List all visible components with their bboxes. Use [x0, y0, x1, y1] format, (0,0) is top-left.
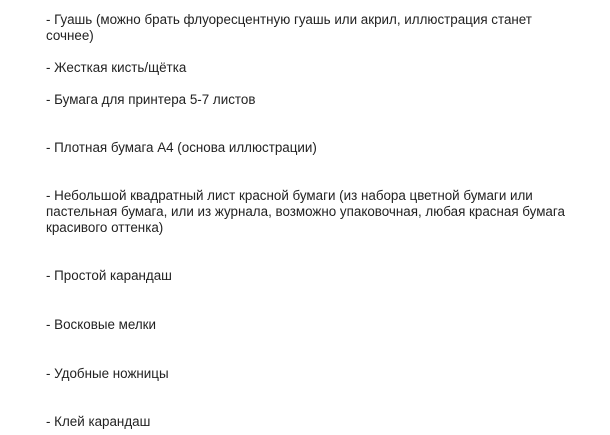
list-item-scissors: - Удобные ножницы	[46, 366, 169, 381]
list-item-thick-paper: - Плотная бумага А4 (основа иллюстрации)	[46, 140, 317, 155]
list-item-printer-paper: - Бумага для принтера 5-7 листов	[46, 92, 256, 107]
list-item-gouache: - Гуашь (можно брать флуоресцентную гуашь или акрил, иллюстрация станет сочнее)	[46, 12, 532, 43]
list-item-wax-crayons: - Восковые мелки	[46, 317, 156, 332]
list-item-glue-stick: - Клей карандаш	[46, 414, 151, 429]
list-item-pencil: - Простой карандаш	[46, 268, 172, 283]
list-item-red-paper: - Небольшой квадратный лист красной бумаги (из набора цветной бумаги или пастельная бумага, или из журнала, возможно упаковочная, любая красная бумага красивого оттенка)	[46, 188, 565, 235]
list-item-stiff-brush: - Жесткая кисть/щётка	[46, 60, 187, 75]
